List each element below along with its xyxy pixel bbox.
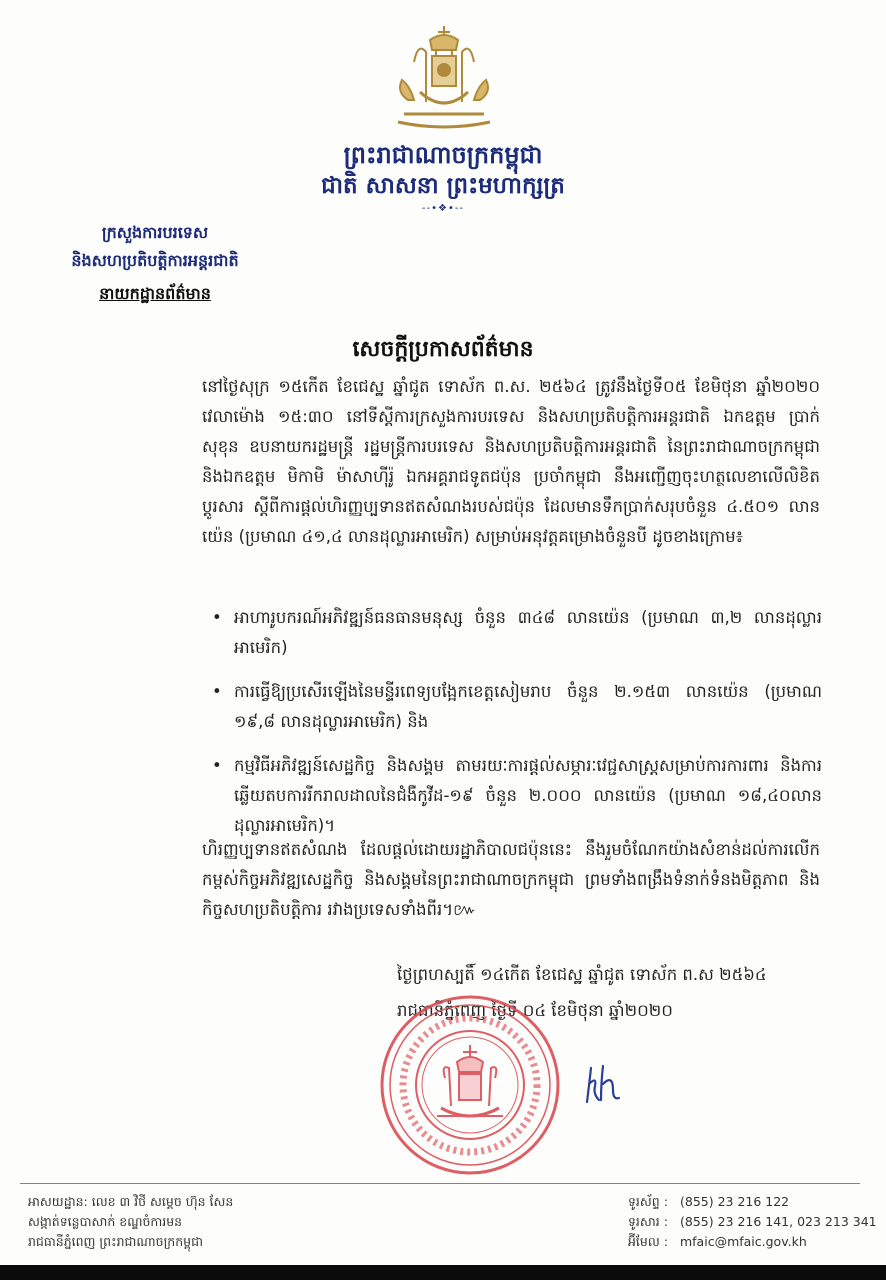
project-list bbox=[212, 603, 822, 855]
address-line: អាសយដ្ឋាន: លេខ ៣ វិថី សម្តេច ហ៊ុន សែន bbox=[28, 1194, 234, 1209]
list-item: • កម្មវិធីអភិវឌ្ឍន៍សេដ្ឋកិច្ច និងសង្គម តាមរយៈការផ្តល់សម្ភារៈវេជ្ជសាស្ត្រសម្រាប់ការការពារ និងការឆ្លើយតបការរីករាលដាលនៃជំងឺកូវីដ-១៩ ចំនួន ២.០០០ លានយ៉េន (ប្រមាណ ១៨,៤០លានដុល្លារអាមេរិក)។ bbox=[212, 756, 822, 835]
fax-value: (855) 23 216 141, 023 213 341 bbox=[679, 1214, 877, 1229]
kingdom-name: ព្រះរាជាណាចក្រកម្ពុជា bbox=[343, 141, 543, 169]
address-line: រាជធានីភ្នំពេញ ព្រះរាជាណាចក្រកម្ពុជា bbox=[28, 1234, 203, 1249]
date-lunar: ថ្ងៃព្រហស្បតិ៍ ១៤កើត ខែជេស្ឋ ឆ្នាំជូត ទោស័ក ព.ស ២៥៦៤ bbox=[397, 965, 767, 984]
phone-value: (855) 23 216 122 bbox=[679, 1194, 790, 1209]
list-item-text: ការធ្វើឱ្យប្រសើរឡើងនៃមន្ទីរពេទ្យបង្អែកខេត្តសៀមរាប ចំនួន ២.១៥៣ លានយ៉េន (ប្រមាណ ១៩,៨ លានដុល្លារអាមេរិក) និង bbox=[234, 682, 822, 731]
email-link[interactable]: mfaic@mfaic.gov.kh bbox=[679, 1234, 807, 1249]
list-item-text: កម្មវិធីអភិវឌ្ឍន៍សេដ្ឋកិច្ច និងសង្គម តាមរយៈការផ្តល់សម្ភារៈវេជ្ជសាស្ត្រសម្រាប់ការការពារ និងការឆ្លើយតបការរីករាលដាលនៃជំងឺកូវីដ-១៩ ចំនួន ២.០០០ លានយ៉េន (ប្រមាណ ១៨,៤០លានដុល្លារអាមេរិក)។ bbox=[234, 756, 822, 835]
email-row bbox=[628, 1232, 877, 1252]
national-motto: ជាតិ សាសនា ព្រះមហាក្សត្រ bbox=[321, 173, 565, 199]
signature-icon bbox=[583, 1060, 631, 1106]
fax-row bbox=[628, 1212, 877, 1232]
list-item: • ការធ្វើឱ្យប្រសើរឡើងនៃមន្ទីរពេទ្យបង្អែកខេត្តសៀមរាប ចំនួន ២.១៥៣ លានយ៉េន (ប្រមាណ ១៩,៨ លានដុល្លារអាមេរិក) និង bbox=[212, 682, 822, 731]
royal-emblem-icon bbox=[384, 22, 504, 134]
document-title: សេចក្តីប្រកាសព័ត៌មាន bbox=[352, 337, 534, 362]
footer-contacts bbox=[628, 1192, 877, 1252]
fax-label: ទូរសារ : bbox=[628, 1214, 668, 1229]
ministry-name-line2: និងសហប្រតិបត្តិការអន្តរជាតិ bbox=[71, 251, 239, 270]
paragraph-intro: នៅថ្ងៃសុក្រ ១៥កើត ខែជេស្ឋ ឆ្នាំជូត ទោស័ក ព.ស. ២៥៦៤ ត្រូវនឹងថ្ងៃទី០៥ ខែមិថុនា ឆ្នាំ២០២០ វេលាម៉ោង ១៥:៣០ នៅទីស្តីការក្រសួងការបរទេស និងសហប្រតិបត្តិការអន្តរជាតិ ឯកឧត្តម ប្រាក់ សុខុន ឧបនាយករដ្ឋមន្ត្រី រដ្ឋមន្ត្រីការបរទេស និងសហប្រតិបត្តិការអន្តរជាតិ នៃព្រះរាជាណាចក្រកម្ពុជា និងឯកឧត្តម មិកាមិ ម៉ាសាហ៊ីរ៉ូ ឯកអគ្គរាជទូតជប៉ុន ប្រចាំកម្ពុជា នឹងអញ្ជើញចុះហត្ថលេខាលើលិខិតប្តូរសារ ស្តីពីការផ្តល់ហិរញ្ញប្បទានឥតសំណងរបស់ជប៉ុន ដែលមានទឹកប្រាក់សរុបចំនួន ៤.៥០១ លានយ៉េន (ប្រមាណ ៤១,៤ លានដុល្លារអាមេរិក) សម្រាប់អនុវត្តគម្រោងចំនួនបី ដូចខាងក្រោម៖ bbox=[202, 377, 820, 546]
header-ornament: --•❖•-- bbox=[421, 203, 465, 214]
department-name: នាយកដ្ឋានព័ត៌មាន bbox=[99, 284, 211, 303]
phone-label: ទូរស័ព្ទ : bbox=[628, 1194, 668, 1209]
footer-address bbox=[28, 1192, 233, 1252]
footer-divider bbox=[20, 1183, 860, 1184]
address-line: សង្កាត់ទន្លេបាសាក់ ខណ្ឌចំការមន bbox=[28, 1214, 183, 1229]
bottom-border bbox=[0, 1265, 886, 1280]
date-solar: រាជធានីភ្នំពេញ ថ្ងៃទី ០៤ ខែមិថុនា ឆ្នាំ២០២០ bbox=[397, 1001, 673, 1020]
phone-row bbox=[628, 1192, 877, 1212]
ministry-name-line1: ក្រសួងការបរទេស bbox=[101, 223, 209, 242]
list-item: • អាហារូបករណ៍អភិវឌ្ឍន៍ធនធានមនុស្ស ចំនួន ៣៤៨ លានយ៉េន (ប្រមាណ ៣,២ លានដុល្លារអាមេរិក) bbox=[212, 608, 822, 657]
paragraph-closing: ហិរញ្ញប្បទានឥតសំណង ដែលផ្តល់ដោយរដ្ឋាភិបាលជប៉ុននេះ នឹងរួមចំណែកយ៉ាងសំខាន់ដល់ការលើកកម្ពស់កិច្ចអភិវឌ្ឍសេដ្ឋកិច្ច និងសង្គមនៃព្រះរាជាណាចក្រកម្ពុជា ព្រមទាំងពង្រឹងទំនាក់ទំនងមិត្តភាព និងកិច្ចសហប្រតិបត្តិការ រវាងប្រទេសទាំងពីរ។៚ bbox=[202, 840, 820, 919]
email-label: អ៊ីមែល : bbox=[628, 1234, 668, 1249]
list-item-text: អាហារូបករណ៍អភិវឌ្ឍន៍ធនធានមនុស្ស ចំនួន ៣៤៨ លានយ៉េន (ប្រមាណ ៣,២ លានដុល្លារអាមេរិក) bbox=[234, 608, 822, 657]
ministry-seal-icon bbox=[375, 990, 565, 1180]
